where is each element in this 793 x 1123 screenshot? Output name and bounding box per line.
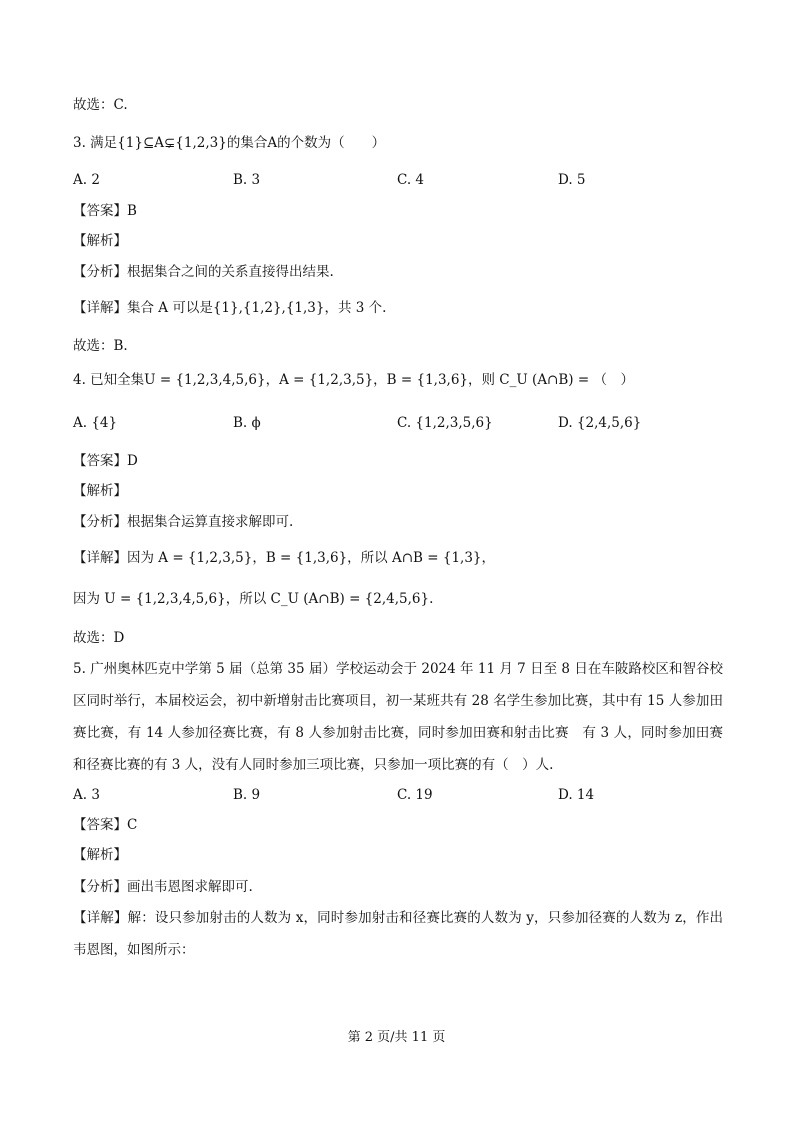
q4-detail: 【详解】因为 A = {1,2,3,5}，B = {1,3,6}，所以 A∩B = {1,3}， <box>73 550 495 566</box>
q4-analysis: 【分析】根据集合运算直接求解即可. <box>73 514 294 530</box>
q5-detail: 【详解】解：设只参加射击的人数为 x，同时参加射击和径赛比赛的人数为 y，只参加径赛的人数为 z，作出韦恩图，如图所示： <box>73 910 723 958</box>
q5-answer: 【答案】C <box>73 817 138 833</box>
q3-option-b: B. 3 <box>233 172 261 188</box>
page-footer: 第 2 页/共 11 页 <box>347 1030 446 1045</box>
q3-option-a: A. 2 <box>73 172 100 188</box>
q5-option-d: D. 14 <box>558 787 595 803</box>
q4-option-c: C. {1,2,3,5,6} <box>397 415 493 431</box>
q4-choice: 故选：D <box>73 630 125 646</box>
question-3: 3. 满足{1}⊆A⊊{1,2,3}的集合A的个数为（ ） <box>73 135 386 151</box>
q4-analysis-heading: 【解析】 <box>73 483 127 499</box>
q3-answer: 【答案】B <box>73 203 137 219</box>
q5-analysis-heading: 【解析】 <box>73 847 127 863</box>
q5-option-a: A. 3 <box>73 787 100 803</box>
q4-detail-2: 因为 U = {1,2,3,4,5,6}，所以 C_U (A∩B) = {2,4,5,6}. <box>73 591 434 607</box>
q3-choice: 故选：B. <box>73 338 128 354</box>
q4-option-d: D. {2,4,5,6} <box>558 415 642 431</box>
q3-analysis: 【分析】根据集合之间的关系直接得出结果. <box>73 264 334 280</box>
q3-option-c: C. 4 <box>397 172 425 188</box>
q4-option-a: A. {4} <box>73 415 118 431</box>
q5-option-b: B. 9 <box>233 787 261 803</box>
q3-detail: 【详解】集合 A 可以是{1},{1,2},{1,3}，共 3 个. <box>73 300 387 316</box>
q5-analysis: 【分析】画出韦恩图求解即可. <box>73 879 253 895</box>
q4-option-b: B. ϕ <box>233 415 261 431</box>
q3-option-d: D. 5 <box>558 172 586 188</box>
question-5: 5. 广州奥林匹克中学第 5 届（总第 35 届）学校运动会于 2024 年 11 月 7 日至 8 日在车陂路校区和智谷校区同时举行，本届校运会，初中新增射击比赛项目，初一某班共有 28 名学生参加比赛，其中有 15 人参加田赛比赛，有 14 人参加径赛比赛，有 8 人参加射击比赛，同时参加田赛和射击比赛 有 3 人，同时参加田赛和径赛比赛的有 3 人，没有人同时参加三项比赛，只参加一项比赛的有（ ）人. <box>73 661 723 773</box>
question-4: 4. 已知全集U = {1,2,3,4,5,6}，A = {1,2,3,5}，B = {1,3,6}，则 C_U (A∩B) = （ ） <box>73 372 634 388</box>
q4-answer: 【答案】D <box>73 453 138 469</box>
q3-analysis-heading: 【解析】 <box>73 233 127 249</box>
q5-option-c: C. 19 <box>397 787 433 803</box>
answer-choice-prev: 故选：C. <box>73 97 128 113</box>
